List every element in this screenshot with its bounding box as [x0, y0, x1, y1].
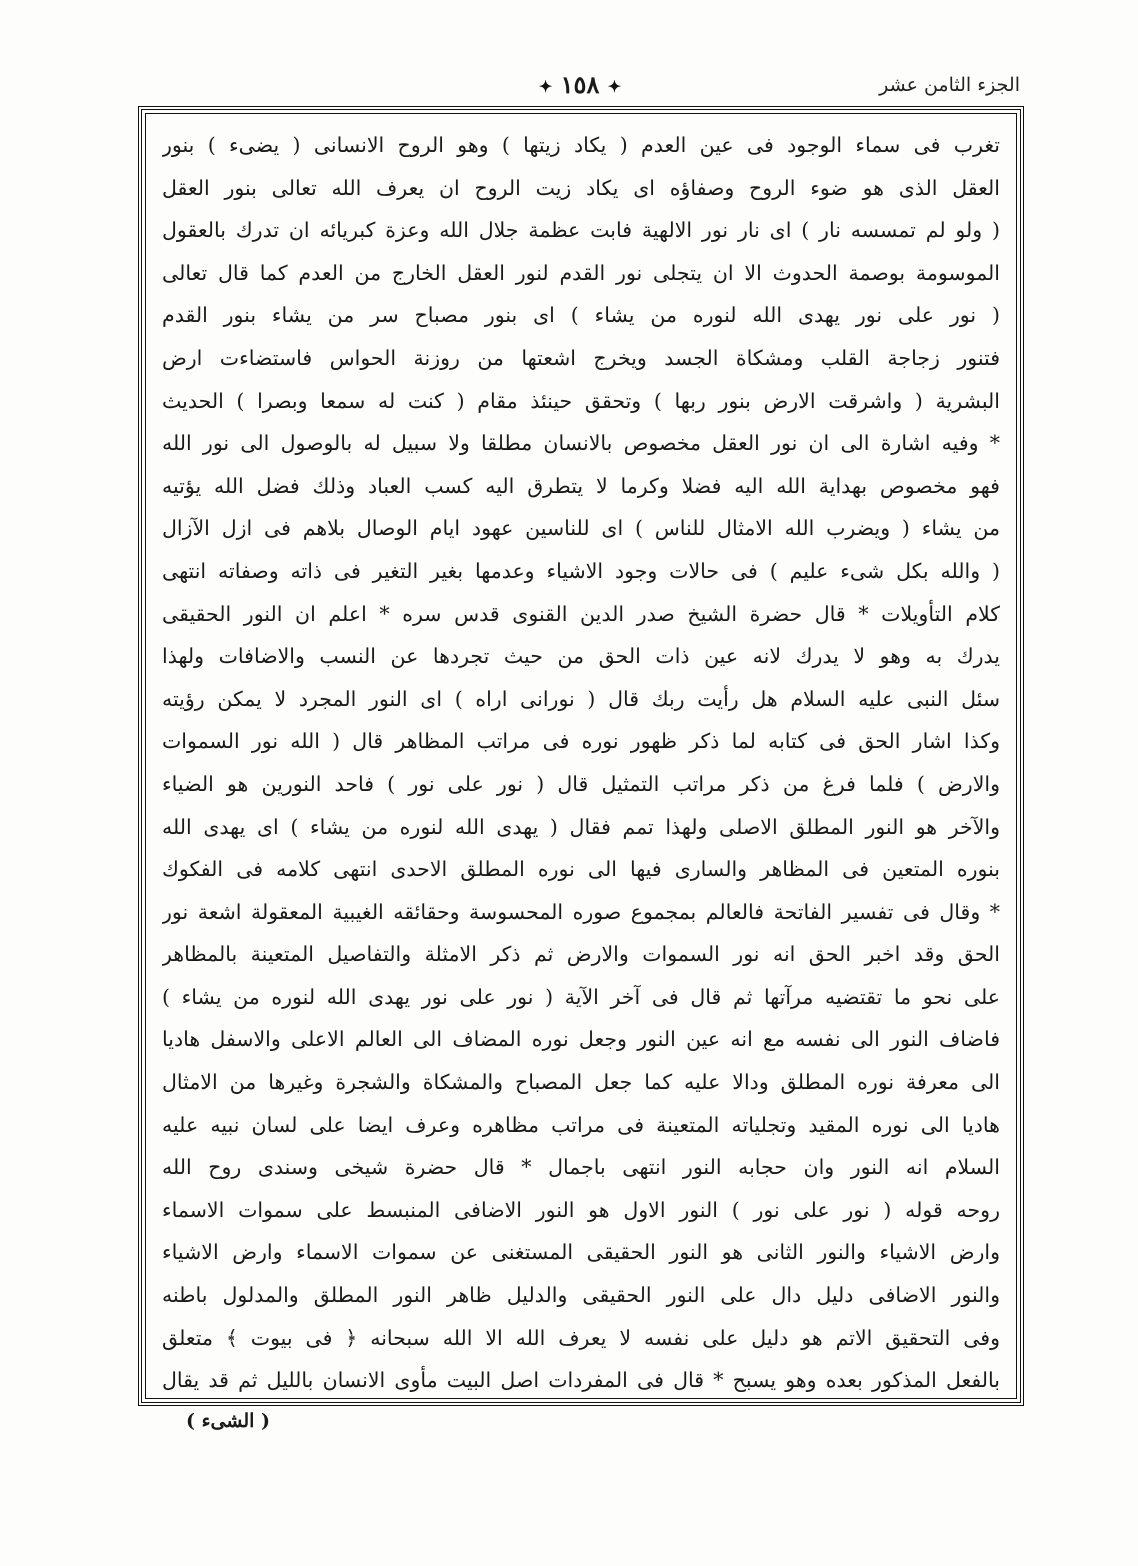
ornament-right-icon: ✦: [607, 77, 622, 96]
page-number-value: ١٥٨: [560, 70, 600, 99]
text-line: الموسومة بوصمة الحدوث الا ان یتجلی نور القدم لنور العقل الخارج من العدم كما قال تعالی: [162, 260, 1000, 285]
text-line: من یشاء ( ویضرب الله الامثال للناس ) ای للناسین عهود ایام الوصال بلاهم فی ازل الآزال: [162, 516, 1000, 541]
text-line: الحق وقد اخبر الحق انه نور السموات والارض ثم ذكر الامثلة والتفاصیل المتعینة بالمظاهر: [162, 942, 1000, 967]
text-line: البشریة ( واشرقت الارض بنور ربها ) وتحقق حینئذ مقام ( كنت له سمعا وبصرا ) الحدیث: [162, 388, 1000, 413]
text-line: والارض ) فلما فرغ من ذكر مراتب التمثیل قال ( نور علی نور ) فاحد النورین هو الضیاء: [162, 771, 1000, 796]
text-line: سئل النبی علیه السلام هل رأیت ربك قال ( نورانی اراه ) ای النور المجرد لا یمكن رؤیته: [162, 686, 1000, 711]
text-line: بنوره المتعین فی المظاهر والساری فیها الی نوره المطلق الاحدی انتهی كلامه فی الفكوك: [162, 857, 1000, 882]
text-line: ( ولو لم تمسسه نار ) ای نار نور الالهیة فابت عظمة جلال الله وعزة كبریائه ان تدرك بالعقول: [162, 218, 1000, 243]
text-line: ( نور علی نور یهدی الله لنوره من یشاء ) ای بنور مصباح سر من یشاء بنور القدم: [162, 303, 1000, 328]
ornament-left-icon: ✦: [538, 77, 553, 96]
text-line: الی معرفة نوره المطلق ودالا علیه كما جعل المصباح والمشكاة والشجرة وغیرها من الامثال: [162, 1070, 1000, 1095]
text-line: وارض الاشیاء والنور الثانی هو النور الحقیقی المستغنی عن سموات الاسماء وارض الاشیاء: [162, 1240, 1000, 1265]
text-line: العقل الذی هو ضوء الروح وصفاؤه ای یكاد زیت الروح ان یعرف الله تعالی بنور العقل: [162, 175, 1000, 200]
text-line: یدرك به وهو لا یدرك لانه عین ذات الحق من حیث تجردها عن النسب والاضافات ولهذا: [162, 644, 1000, 669]
text-line: * وفیه اشارة الی ان نور العقل مخصوص بالانسان مطلقا ولا سبیل له بالوصول الی نور الله: [162, 431, 1000, 456]
text-line: روحه قوله ( نور علی نور ) النور الاول هو النور الاضافی المنبسط علی سموات الاسماء: [162, 1197, 1000, 1222]
text-line: ( والله بكل شیء علیم ) فی حالات وجود الاشیاء وعدمها بغیر التغیر فی ذاته وصفاته انتهی: [162, 558, 1000, 583]
text-line: علی نحو ما تقتضیه مرآتها ثم قال فی آخر الآیة ( نور علی نور یهدی الله لنوره من یشاء ): [162, 984, 1000, 1009]
page-number: [539, 70, 621, 99]
text-line: وفی التحقیق الاتم هو دلیل علی نفسه لا یعرف الله الا الله سبحانه ﴿ فی بیوت ﴾ متعلق: [162, 1325, 1000, 1350]
text-line: بالفعل المذكور بعده وهو یسبح * قال فی المفردات اصل البیت مأوی الانسان باللیل ثم قد یقال: [162, 1368, 1000, 1393]
text-line: * وقال فی تفسیر الفاتحة فالعالم بمجموع صوره المحسوسة وحقائقه الغیبیة المعقولة اشعة نور: [162, 899, 1000, 924]
text-frame: [138, 106, 1024, 1406]
text-line: والنور الاضافی دلیل دال علی النور الحقیقی والدلیل ظاهر النور المطلق والمدلول باطنه: [162, 1283, 1000, 1308]
text-line: السلام انه النور وان حجابه النور انتهی باجمال * قال حضرة شیخی وسندی روح الله: [162, 1155, 1000, 1180]
text-line: والآخر هو النور المطلق الاصلی ولهذا تمم فقال ( یهدی الله لنوره من یشاء ) ای یهدی الله: [162, 814, 1000, 839]
text-line: وكذا اشار الحق فی كتابه لما ذكر ظهور نوره فی مراتب المظاهر قال ( الله نور السموات: [162, 729, 1000, 754]
text-line: فتنور زجاجة القلب ومشكاة الجسد ویخرج اشعتها من روزنة الحواس فاستضاءت ارض: [162, 345, 1000, 370]
text-line: فاضاف النور الی نفسه مع انه عین النور وجعل نوره المضاف الی العالم الاعلی والاسفل هادیا: [162, 1027, 1000, 1052]
text-line: هادیا الی نوره المقید وتجلیاته المتعینة فی مراتب مظاهره وعرف ایضا علی لسان نبیه علیه: [162, 1112, 1000, 1137]
text-line: فهو مخصوص بهدایة الله الیه فضلا وكرما لا یتطرق الیه كسب العباد وذلك فضل الله یؤتیه: [162, 473, 1000, 498]
text-line: تغرب فی سماء الوجود فی عین العدم ( یكاد زیتها ) وهو الروح الانسانی ( یضیء ) بنور: [162, 133, 1000, 157]
catchword: ( الشیء ): [186, 1410, 270, 1432]
page-header: [140, 70, 1020, 104]
running-head-part: الجزء الثامن عشر: [879, 74, 1020, 96]
body-text: [162, 124, 1000, 1399]
text-line: كلام التأویلات * قال حضرة الشیخ صدر الدین القنوی قدس سره * اعلم ان النور الحقیقی: [162, 601, 1000, 626]
text-frame-inner: [145, 113, 1017, 1399]
